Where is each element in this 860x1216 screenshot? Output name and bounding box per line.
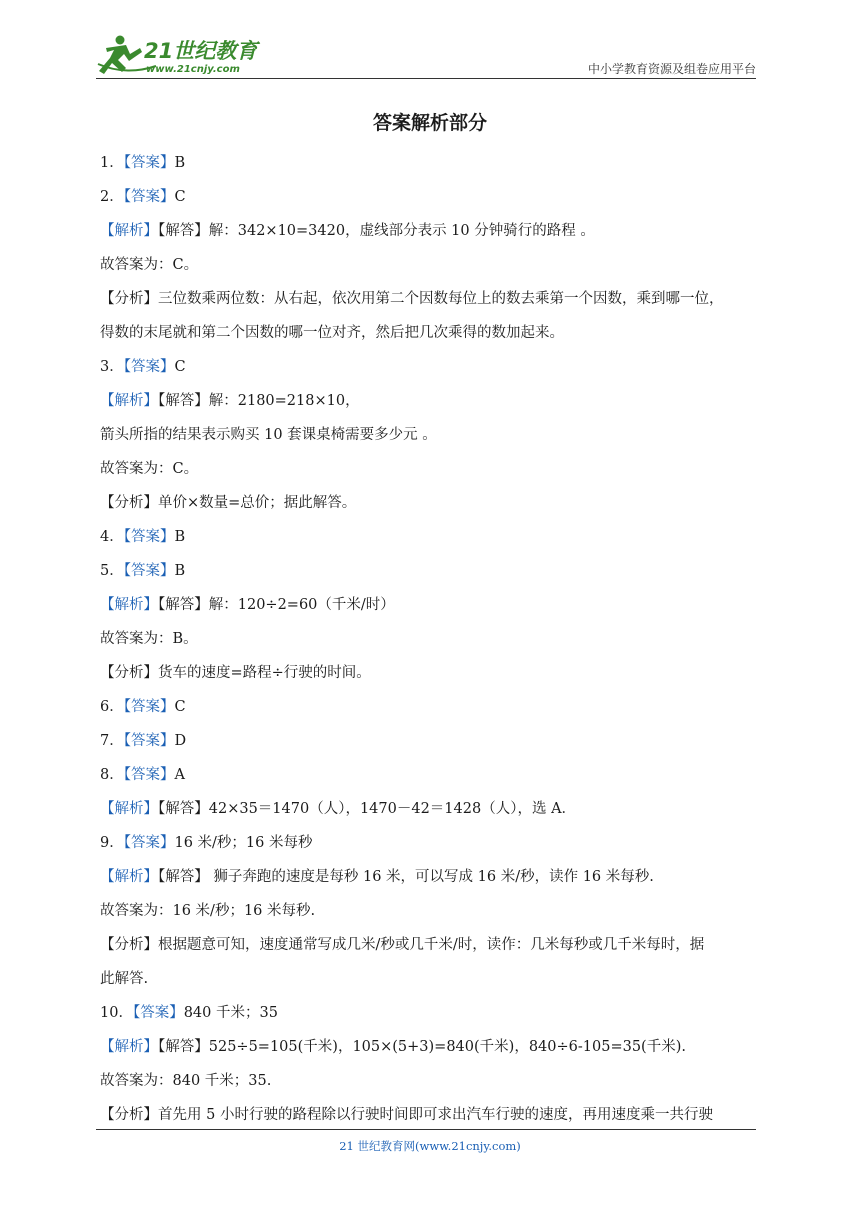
answer-text: 【解答】解：2180=218×10， [158,393,360,409]
header-platform-text: 中小学教育资源及组卷应用平台 [587,62,756,76]
answer-text: D [174,733,187,749]
answer-text: 【分析】三位数乘两位数：从右起，依次用第二个因数每位上的数去乘第一个因数，乘到哪一位， [100,291,724,307]
logo-url: www.21cnjy.com [146,64,240,75]
answer-line [100,486,764,520]
answer-line [100,214,764,248]
answer-text: 故答案为：840 千米；35. [100,1073,272,1089]
page-title: 答案解析部分 [372,112,487,134]
answer-text: 840 千米；35 [183,1005,278,1021]
answer-line [100,962,764,996]
answer-text: 5． [100,563,124,579]
answer-text: 16 米/秒；16 米每秒 [174,835,313,851]
answer-text: 【解答】 狮子奔跑的速度是每秒 16 米，可以写成 16 米/秒，读作 16 米每秒. [158,869,654,885]
answer-tag: 【解析】 [100,223,158,239]
answer-content [100,146,764,1132]
header-divider [96,78,756,79]
answer-text: 故答案为：C。 [100,257,199,273]
answer-tag: 【答案】 [123,733,175,749]
answer-text: A [174,767,185,783]
answer-text: B [174,529,186,545]
answer-tag: 【答案】 [123,835,175,851]
answer-line [100,180,764,214]
answer-line [100,452,764,486]
answer-text: 得数的末尾就和第二个因数的哪一位对齐，然后把几次乘得的数加起来。 [100,325,564,341]
answer-text: 【解答】解：342×10=3420，虚线部分表示 10 分钟骑行的路程 。 [158,223,595,239]
answer-text: 【解答】42×35＝1470（人），1470－42＝1428（人），选 A． [158,801,577,817]
answer-text: 【分析】单价×数量=总价；据此解答。 [100,495,357,511]
answer-text: 【分析】货车的速度=路程÷行驶的时间。 [100,665,371,681]
answer-text: 箭头所指的结果表示购买 10 套课桌椅需要多少元 。 [100,427,437,443]
answer-line [100,282,764,316]
answer-text: 9． [100,835,124,851]
answer-text: C [174,699,186,715]
answer-tag: 【解析】 [100,393,158,409]
answer-tag: 【答案】 [123,563,175,579]
answer-tag: 【答案】 [132,1005,184,1021]
answer-text: 此解答. [100,971,149,987]
answer-line [100,860,764,894]
logo-text: 21世纪教育 [144,39,258,63]
answer-text: 【解答】解：120÷2=60（千米/时） [158,597,395,613]
answer-text: 10． [100,1005,133,1021]
answer-line [100,894,764,928]
answer-tag: 【解析】 [100,801,158,817]
answer-text: C [174,359,186,375]
answer-line [100,350,764,384]
answer-line [100,758,764,792]
answer-text: B [174,155,186,171]
answer-line [100,1030,764,1064]
answer-line [100,588,764,622]
footer-divider [96,1129,756,1130]
answer-tag: 【答案】 [123,699,175,715]
answer-text: 2． [100,189,124,205]
answer-tag: 【解析】 [100,1039,158,1055]
answer-line [100,520,764,554]
answer-line [100,248,764,282]
answer-line [100,418,764,452]
answer-line [100,622,764,656]
answer-text: 【分析】根据题意可知，速度通常写成几米/秒或几千米/时，读作：几米每秒或几千米每时，据 [100,937,705,953]
answer-line [100,996,764,1030]
answer-line [100,1098,764,1132]
answer-tag: 【解析】 [100,869,158,885]
answer-line [100,656,764,690]
page-header [96,30,756,78]
answer-tag: 【答案】 [123,155,175,171]
answer-line [100,826,764,860]
answer-text: 8． [100,767,124,783]
answer-line [100,724,764,758]
answer-text: C [174,189,186,205]
answer-text: 故答案为：16 米/秒；16 米每秒. [100,903,316,919]
answer-line [100,690,764,724]
answer-line [100,554,764,588]
answer-text: 7． [100,733,124,749]
answer-tag: 【答案】 [123,529,175,545]
footer-text: 21 世纪教育网(www.21cnjy.com) [339,1139,521,1153]
answer-text: 【分析】首先用 5 小时行驶的路程除以行驶时间即可求出汽车行驶的速度，再用速度乘一共行驶 [100,1107,713,1123]
answer-text: 【解答】525÷5=105(千米)，105×(5+3)=840(千米)，840÷6-105=35(千米). [158,1039,686,1055]
answer-tag: 【答案】 [123,359,175,375]
answer-tag: 【答案】 [123,189,175,205]
answer-text: 3． [100,359,124,375]
answer-text: B [174,563,186,579]
answer-text: 1． [100,155,124,171]
answer-line [100,792,764,826]
answer-text: 4． [100,529,124,545]
answer-line [100,146,764,180]
answer-line [100,384,764,418]
answer-line [100,928,764,962]
logo-21cnjy [96,34,266,76]
answer-line [100,316,764,350]
answer-text: 故答案为：C。 [100,461,199,477]
answer-tag: 【答案】 [123,767,175,783]
answer-line [100,1064,764,1098]
answer-tag: 【解析】 [100,597,158,613]
answer-text: 6． [100,699,124,715]
answer-text: 故答案为：B。 [100,631,198,647]
